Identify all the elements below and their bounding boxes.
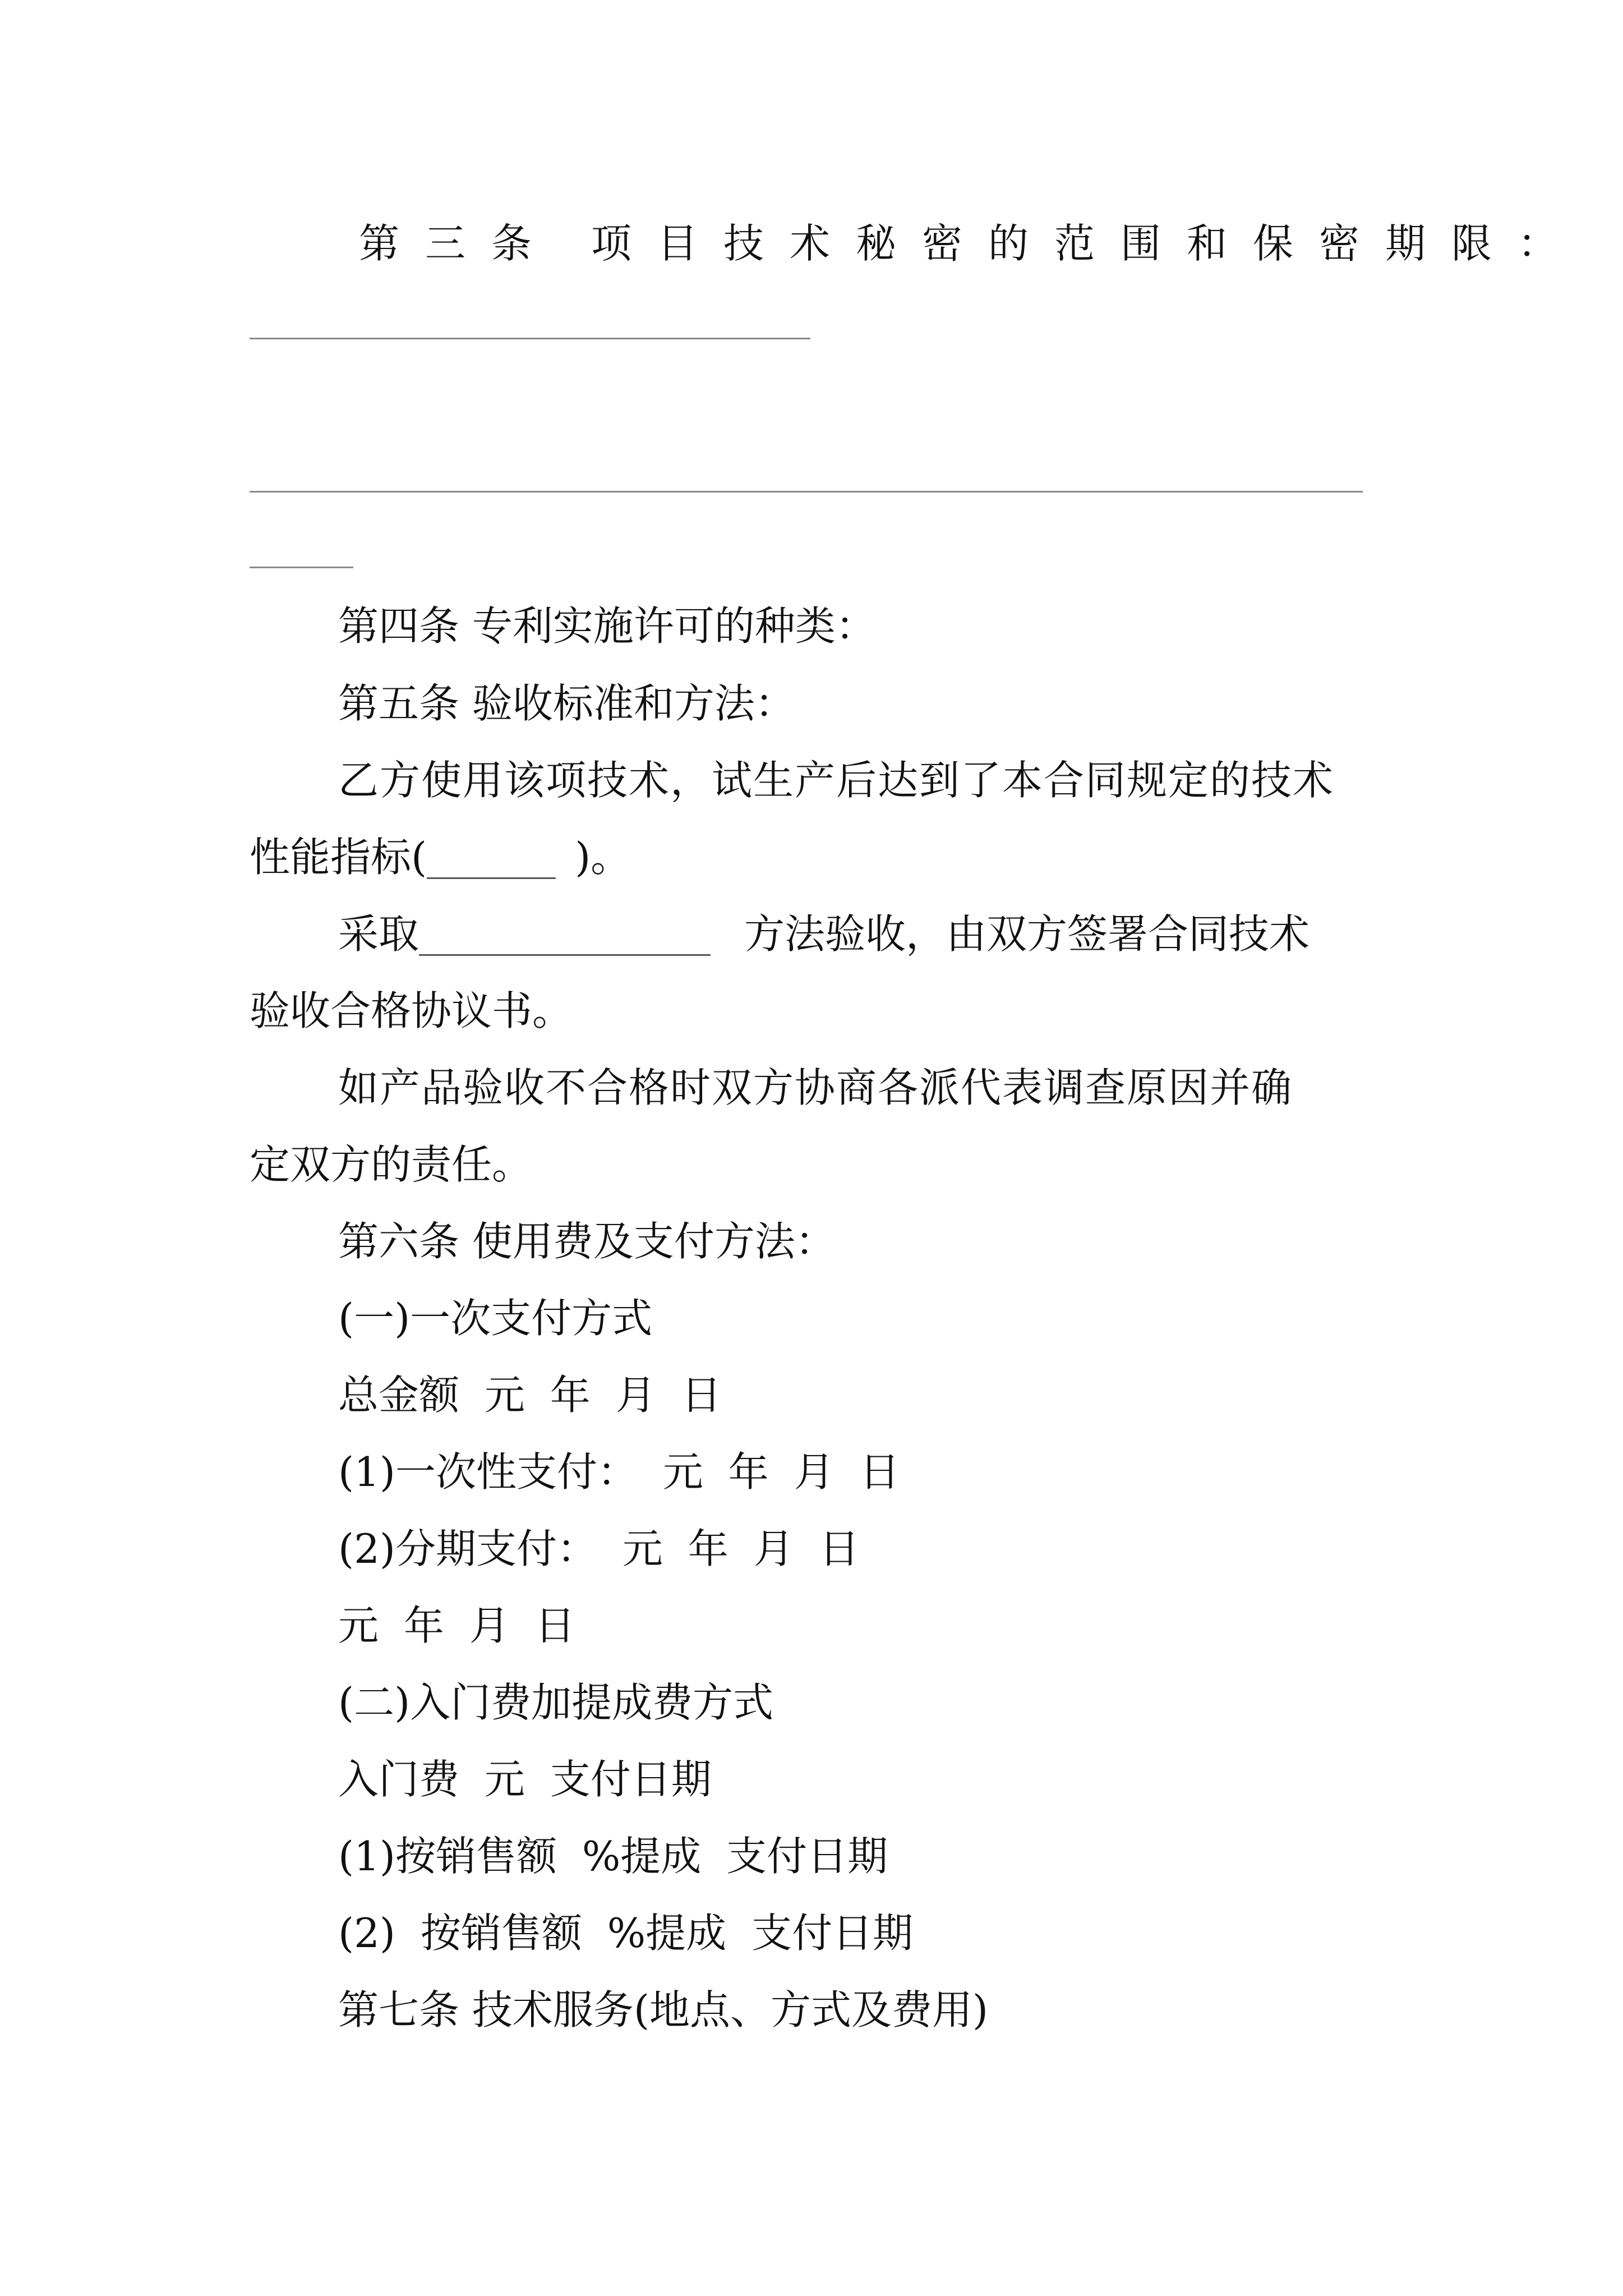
payment-one-installment-2: 元 年 月 日 [338, 1602, 575, 1649]
article-3-text: 项目技术秘密的范围和保密期限： [591, 220, 1584, 267]
method-line-1-end: 方法验收，由双方签署合同技术 [744, 910, 1310, 958]
acceptance-method-blank[interactable] [419, 914, 711, 956]
article-3-heading [359, 220, 1584, 267]
fill-in-blank-line-2[interactable] [250, 491, 1363, 493]
article-6-heading: 第六条 使用费及支付方法： [338, 1218, 836, 1265]
standard-paragraph-line-1: 乙方使用该项技术，试生产后达到了本合同规定的技术 [338, 757, 1335, 804]
standard-paragraph-line-2 [250, 834, 631, 881]
article-5-heading: 第五条 验收标准和方法： [338, 680, 795, 727]
payment-two-heading: (二)入门费加提成费方式 [338, 1679, 774, 1726]
method-line-1-start: 采取 [338, 910, 419, 958]
payment-two-royalty-1: (1)按销售额 %提成 支付日期 [338, 1833, 888, 1880]
fill-in-blank-line-1[interactable] [250, 338, 810, 339]
payment-one-lump-sum: (1)一次性支付： 元 年 月 日 [338, 1448, 900, 1496]
unqualified-paragraph-line-2: 定双方的责任。 [250, 1141, 533, 1188]
payment-one-heading: (一)一次支付方式 [338, 1295, 653, 1342]
payment-one-installment: (2)分期支付： 元 年 月 日 [338, 1525, 860, 1572]
standard-line-2-start: 性能指标( [250, 834, 427, 881]
payment-two-royalty-2: (2) 按销售额 %提成 支付日期 [338, 1910, 914, 1957]
fill-in-blank-line-3[interactable] [250, 567, 353, 568]
method-paragraph-line-1 [338, 910, 1310, 958]
standard-line-2-end: )。 [575, 834, 631, 881]
article-7-heading: 第七条 技术服务(地点、方式及费用) [338, 1986, 989, 2033]
article-3-prefix: 第三条 [359, 220, 558, 267]
performance-index-blank[interactable] [427, 837, 556, 879]
payment-two-entry-fee: 入门费 元 支付日期 [338, 1756, 712, 1803]
payment-one-total: 总金额 元 年 月 日 [338, 1372, 722, 1419]
method-paragraph-line-2: 验收合格协议书。 [250, 987, 573, 1034]
article-4-heading: 第四条 专利实施许可的种类： [338, 602, 876, 650]
unqualified-paragraph-line-1: 如产品验收不合格时双方协商各派代表调查原因并确 [338, 1064, 1293, 1111]
